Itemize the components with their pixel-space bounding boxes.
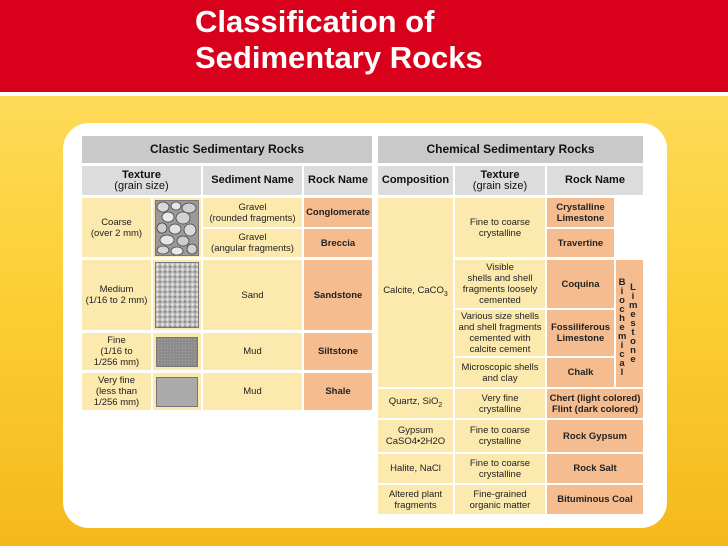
composition-calcite-text: Calcite, CaCO — [383, 285, 444, 297]
texture-calcite-crystalline-l2: crystalline — [478, 227, 522, 239]
composition-gypsum-name: Gypsum — [397, 425, 434, 436]
composition-plant — [378, 485, 453, 514]
texture-visible-shells-l2: shells and shell — [467, 273, 533, 284]
composition-plant-l1: Altered plant — [388, 488, 443, 500]
sand-texture-icon — [155, 262, 199, 328]
limestone-text: L i m e s t o n e — [629, 282, 638, 365]
clastic-col-sediment: Sediment Name — [203, 166, 302, 195]
texture-calcite-visible-shells — [455, 260, 545, 308]
gravel-texture-icon — [155, 200, 199, 256]
texture-medium-range: (1/16 to 2 mm) — [85, 295, 148, 306]
texture-fine-range-2: 1/256 mm) — [93, 357, 140, 368]
composition-halite: Halite, NaCl — [378, 454, 453, 483]
texture-various-shells-l3: cemented with — [469, 333, 531, 344]
title-line-1: Classification of — [195, 4, 435, 39]
texture-coarse — [82, 198, 151, 257]
rock-crystalline-limestone-l1: Crystalline — [556, 201, 605, 213]
chemical-col-texture-label: Texture — [480, 168, 520, 181]
biochemical-vertical-label — [618, 278, 626, 377]
texture-very-fine-label: Very fine — [98, 375, 135, 386]
limestone-vertical-label — [629, 283, 637, 364]
texture-quartz-l2: crystalline — [478, 403, 522, 415]
texture-plant — [455, 485, 545, 514]
composition-gypsum-formula: CaSO4•2H2O — [385, 436, 446, 447]
composition-calcite-label — [383, 285, 448, 300]
rock-fossiliferous-l1: Fossiliferous — [550, 322, 611, 333]
texture-gypsum-l2: crystalline — [478, 436, 522, 447]
composition-calcite-subscript: 3 — [443, 290, 448, 298]
chemical-col-texture-sub: (grain size) — [472, 179, 528, 192]
texture-visible-shells-l4: cemented — [479, 295, 521, 306]
clastic-col-texture-sub: (grain size) — [114, 179, 169, 192]
rock-flint: Flint (dark colored) — [551, 403, 639, 415]
texture-plant-l1: Fine-grained — [473, 488, 527, 500]
rock-crystalline-limestone — [547, 198, 614, 227]
chemical-header: Chemical Sedimentary Rocks — [378, 136, 643, 163]
texture-coarse-label: Coarse — [101, 216, 132, 228]
texture-visible-shells-l1: Visible — [486, 262, 514, 273]
texture-gypsum-l1: Fine to coarse — [469, 425, 531, 436]
composition-plant-l2: fragments — [394, 499, 437, 511]
sediment-gravel-rounded-note: (rounded fragments) — [209, 212, 296, 224]
sediment-mud-fine: Mud — [203, 333, 302, 370]
texture-very-fine-range-2: 1/256 mm) — [93, 397, 140, 408]
composition-quartz — [378, 389, 453, 418]
sediment-gravel-angular-note: (angular fragments) — [211, 243, 294, 254]
clastic-header: Clastic Sedimentary Rocks — [82, 136, 372, 163]
texture-visible-shells-l3: fragments loosely — [462, 284, 538, 295]
texture-medium — [82, 260, 151, 330]
texture-very-fine — [82, 373, 151, 410]
texture-calcite-crystalline — [455, 198, 545, 257]
sediment-gravel-angular-name: Gravel — [238, 232, 267, 243]
texture-various-shells-l4: calcite cement — [469, 344, 531, 355]
rock-chert-flint — [547, 389, 643, 418]
rock-travertine: Travertine — [547, 229, 614, 257]
texture-fine-label: Fine — [107, 335, 126, 346]
texture-microscopic-l2: and clay — [482, 372, 518, 384]
texture-image-cell-very-fine — [153, 373, 201, 410]
texture-image-cell-coarse — [153, 198, 201, 257]
texture-gypsum — [455, 420, 545, 452]
texture-microscopic-l1: Microscopic shells — [461, 361, 539, 373]
texture-various-shells-l2: and shell fragments — [458, 322, 542, 333]
texture-plant-l2: organic matter — [469, 499, 531, 511]
chemical-col-composition: Composition — [378, 166, 453, 195]
texture-calcite-crystalline-l1: Fine to coarse — [469, 216, 531, 228]
texture-halite-l1: Fine to coarse — [469, 457, 531, 469]
clay-texture-icon — [156, 377, 198, 407]
silt-texture-icon — [156, 337, 198, 367]
slide-title — [195, 4, 483, 76]
clastic-col-texture — [82, 166, 201, 195]
texture-various-shells-l1: Various size shells — [461, 311, 539, 322]
title-bar — [0, 0, 728, 96]
rock-salt: Rock Salt — [547, 454, 643, 483]
chemical-col-rock: Rock Name — [547, 166, 643, 195]
texture-quartz — [455, 389, 545, 418]
biochemical-text: B i o c h e m i c a l — [618, 277, 627, 378]
texture-fine — [82, 333, 151, 370]
rock-coquina: Coquina — [547, 260, 614, 308]
rock-crystalline-limestone-l2: Limestone — [556, 212, 605, 224]
rock-bituminous-coal: Bituminous Coal — [547, 485, 643, 514]
sediment-mud-very-fine: Mud — [203, 373, 302, 410]
sediment-gravel-rounded-name: Gravel — [238, 201, 267, 213]
rock-breccia: Breccia — [304, 229, 372, 257]
texture-calcite-various-shells — [455, 310, 545, 356]
sediment-gravel-rounded — [203, 198, 302, 227]
texture-image-cell-fine — [153, 333, 201, 370]
texture-fine-range-1: (1/16 to — [100, 346, 133, 357]
sediment-sand: Sand — [203, 260, 302, 330]
rock-chert: Chert (light colored) — [549, 392, 641, 404]
texture-halite-l2: crystalline — [478, 468, 522, 480]
texture-quartz-l1: Very fine — [481, 392, 519, 404]
rock-fossiliferous-l2: Limestone — [556, 333, 605, 344]
rock-siltstone: Siltstone — [304, 333, 372, 370]
rock-chalk: Chalk — [547, 358, 614, 387]
rock-shale: Shale — [304, 373, 372, 410]
texture-coarse-range: (over 2 mm) — [90, 227, 143, 239]
clastic-col-texture-label: Texture — [122, 168, 161, 181]
texture-calcite-microscopic — [455, 358, 545, 387]
clastic-col-rock: Rock Name — [304, 166, 372, 195]
texture-very-fine-range-1: (less than — [95, 386, 138, 397]
sediment-gravel-angular — [203, 229, 302, 257]
composition-quartz-label — [389, 396, 443, 411]
composition-quartz-subscript: 2 — [438, 401, 443, 409]
chemical-col-texture — [455, 166, 545, 195]
rock-conglomerate: Conglomerate — [304, 198, 372, 227]
composition-gypsum — [378, 420, 453, 452]
rock-sandstone: Sandstone — [304, 260, 372, 330]
composition-calcite — [378, 198, 453, 387]
texture-medium-label: Medium — [99, 284, 134, 295]
rock-fossiliferous-limestone — [547, 310, 614, 356]
texture-image-cell-medium — [153, 260, 201, 330]
title-line-2: Sedimentary Rocks — [195, 40, 483, 75]
texture-halite — [455, 454, 545, 483]
composition-quartz-text: Quartz, SiO — [388, 396, 439, 408]
rock-gypsum: Rock Gypsum — [547, 420, 643, 452]
